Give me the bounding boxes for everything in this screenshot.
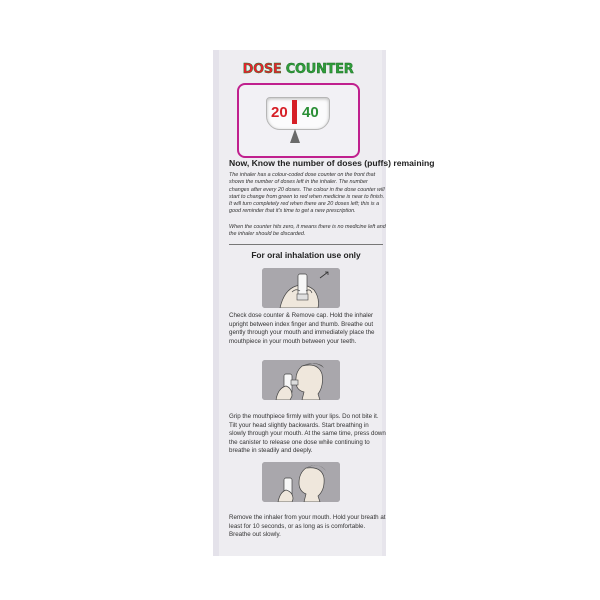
counter-value-green: 40 [302, 104, 319, 121]
dose-counter-panel [237, 83, 360, 158]
title-word-1: DOSE [242, 62, 282, 77]
counter-red-marker [292, 100, 297, 124]
step-2-text: Grip the mouthpiece firmly with your lips. Do not bite it. Tilt your head slightly backwards. Start breathing in slowly through your mouth. At the same time, press down the canister to release one dose while continuing to breathe in steadily and deeply. [229, 413, 386, 455]
doses-remaining-heading: Now, Know the number of doses (puffs) remaining [229, 158, 435, 168]
hand-holding-inhaler-illustration [262, 268, 340, 308]
title-word-2: COUNTER [285, 62, 354, 77]
person-holding-breath-illustration [262, 462, 340, 502]
info-paragraph: The inhaler has a colour-coded dose counter on the front that shows the number of doses left in the inhaler. The number changes after every 20 doses. The colour in the dose counter will start to change from green to red when medicine is near to finish. It will turn completely red when there are 20 doses left; this is a good reminder that it's time to get a new prescription. [229, 172, 385, 215]
carton-right-edge [382, 50, 386, 556]
counter-value-red: 20 [271, 104, 288, 121]
dose-counter-dial-icon [266, 97, 330, 130]
info-paragraph: When the counter hits zero, it means there is no medicine left and the inhaler should be discarded. [229, 224, 386, 238]
step-1-text: Check dose counter & Remove cap. Hold the inhaler upright between index finger and thumb. Breathe out gently through your mouth and immediately place the mouthpiece in your mouth between your teeth. [229, 312, 375, 345]
step-3-text: Remove the inhaler from your mouth. Hold your breath at least for 10 seconds, or as long as is comfortable. Breathe out slowly. [229, 514, 386, 539]
usage-heading: For oral inhalation use only [251, 250, 361, 260]
divider [229, 244, 383, 245]
person-inhaling-illustration [262, 360, 340, 400]
dose-counter-title [233, 62, 363, 77]
pointer-arrow-icon [290, 129, 300, 143]
